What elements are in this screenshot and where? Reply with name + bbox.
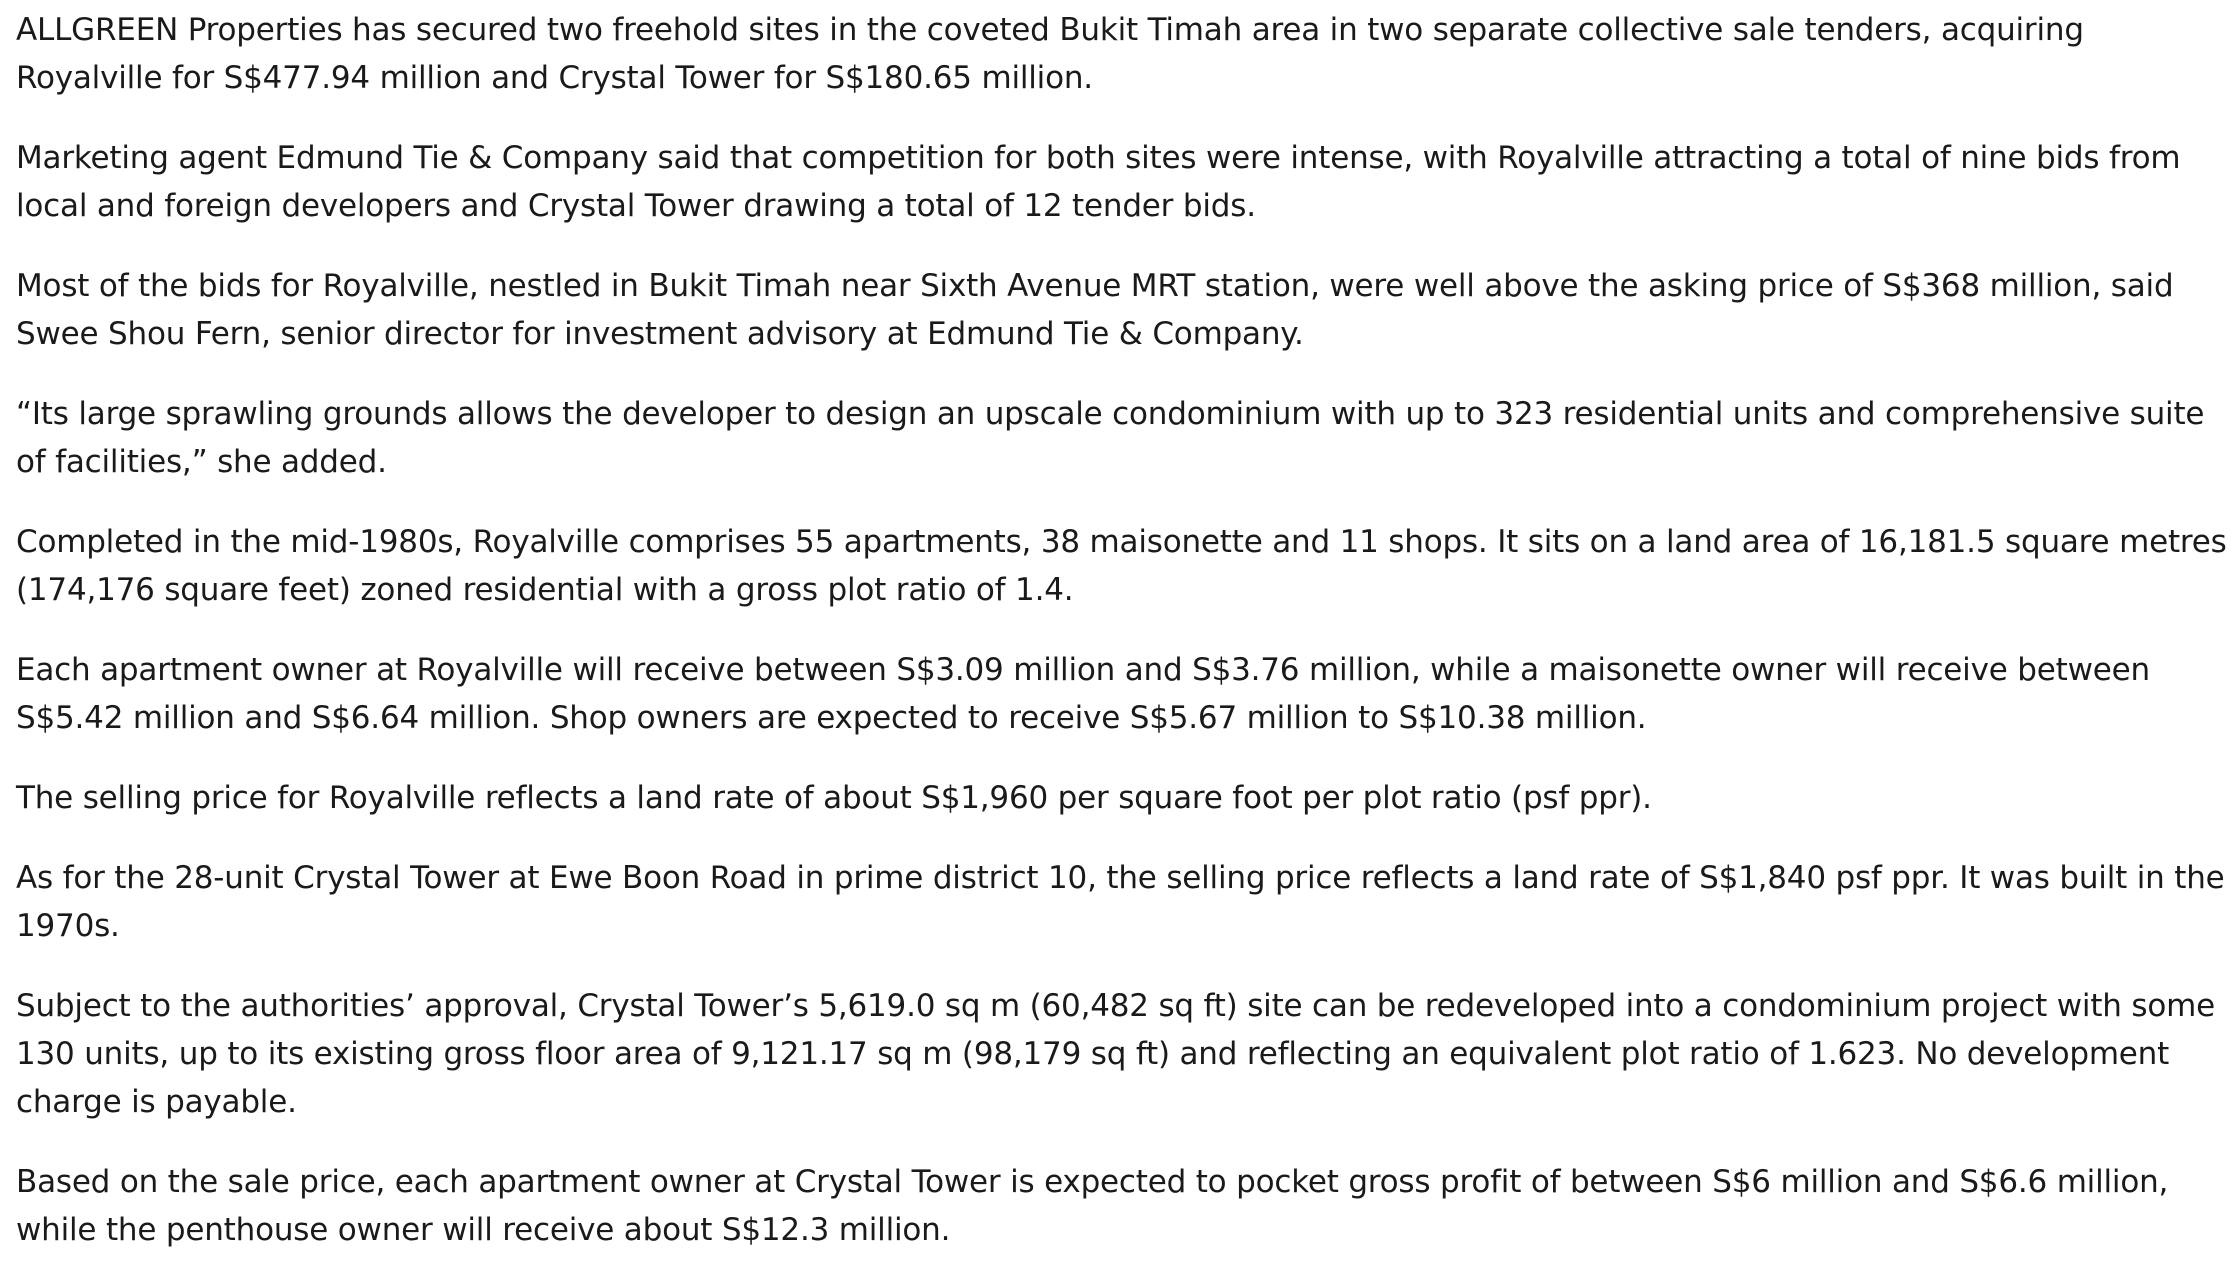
article-paragraph: As for the 28-unit Crystal Tower at Ewe Boon Road in prime district 10, the selling price reflects a land rate of S$1,840 psf ppr. It was built in the 1970s. (16, 860, 2225, 944)
article-paragraph: Completed in the mid-1980s, Royalville comprises 55 apartments, 38 maisonette and 11 shops. It sits on a land area of 16,181.5 square metres (174,176 square feet) zoned residential with a gross plot ratio of 1.4. (16, 524, 2227, 608)
article-paragraph: Marketing agent Edmund Tie & Company said that competition for both sites were intense, with Royalville attracting a total of nine bids from local and foreign developers and Crystal Tower drawing a total of 12 tender bids. (16, 140, 2181, 224)
article-paragraph: The selling price for Royalville reflects a land rate of about S$1,960 per square foot per plot ratio (psf ppr). (16, 780, 1652, 816)
article-paragraph: Based on the sale price, each apartment owner at Crystal Tower is expected to pocket gross profit of between S$6 million and S$6.6 million, while the penthouse owner will receive about S$12.3 million. (16, 1164, 2169, 1248)
article-paragraph: Each apartment owner at Royalville will receive between S$3.09 million and S$3.76 million, while a maisonette owner will receive between S$5.42 million and S$6.64 million. Shop owners are expected to receive S$5.67 million to S$10.38 million. (16, 652, 2150, 736)
article-body (16, 6, 2228, 1286)
article-paragraph: Subject to the authorities’ approval, Crystal Tower’s 5,619.0 sq m (60,482 sq ft) site can be redeveloped into a condominium project with some 130 units, up to its existing gross floor area of 9,121.17 sq m (98,179 sq ft) and reflecting an equivalent plot ratio of 1.623. No development charge is payable. (16, 988, 2215, 1120)
article-paragraph: ALLGREEN Properties has secured two freehold sites in the coveted Bukit Timah area in two separate collective sale tenders, acquiring Royalville for S$477.94 million and Crystal Tower for S$180.65 million. (16, 12, 2084, 96)
article-paragraph: “Its large sprawling grounds allows the developer to design an upscale condominium with up to 323 residential units and comprehensive suite of facilities,” she added. (16, 396, 2205, 480)
article-paragraph: Most of the bids for Royalville, nestled in Bukit Timah near Sixth Avenue MRT station, were well above the asking price of S$368 million, said Swee Shou Fern, senior director for investment advisory at Edmund Tie & Company. (16, 268, 2174, 352)
